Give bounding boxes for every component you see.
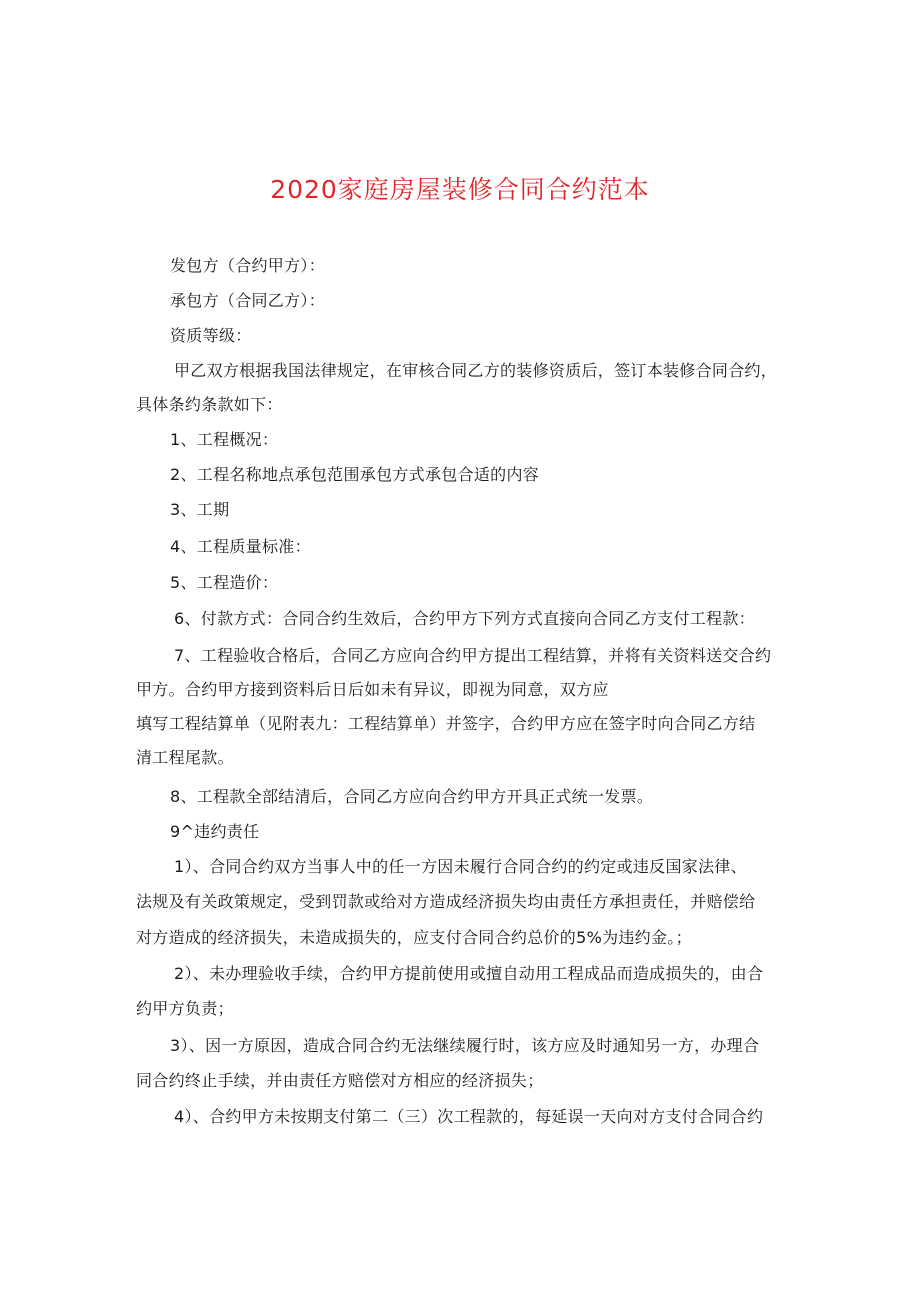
text-line: 法规及有关政策规定，受到罚款或给对方造成经济损失均由责任方承担责任，并赔偿给 bbox=[136, 892, 756, 911]
text-line: 1、工程概况： bbox=[170, 430, 279, 449]
text-line: 填写工程结算单（见附表九：工程结算单）并签字，合约甲方应在签字时向合同乙方结 bbox=[136, 714, 756, 733]
text-line: 清工程尾款。 bbox=[136, 748, 234, 767]
text-line: 甲乙双方根据我国法律规定，在审核合同乙方的装修资质后，签订本装修合同合约， bbox=[174, 361, 778, 380]
text-line: 2）、未办理验收手续，合约甲方提前使用或擅自动用工程成品而造成损失的，由合 bbox=[174, 964, 764, 983]
text-line: 具体条约条款如下： bbox=[136, 395, 283, 414]
text-line: 3）、因一方原因，造成合同合约无法继续履行时，该方应及时通知另一方，办理合 bbox=[170, 1036, 760, 1055]
text-line: 3、工期 bbox=[170, 500, 230, 519]
text-line: 4、工程质量标准： bbox=[170, 537, 311, 556]
text-line: 对方造成的经济损失，未造成损失的，应支付合同合约总价的5%为违约金。； bbox=[136, 928, 692, 947]
text-line: 2、工程名称地点承包范围承包方式承包合适的内容 bbox=[170, 465, 540, 484]
text-line: 同合约终止手续，并由责任方赔偿对方相应的经济损失； bbox=[136, 1071, 544, 1090]
text-line: 7、工程验收合格后，合同乙方应向合约甲方提出工程结算，并将有关资料送交合约 bbox=[174, 646, 772, 665]
text-line: 9^违约责任 bbox=[170, 822, 260, 841]
text-line: 约甲方负责； bbox=[136, 999, 234, 1018]
text-line: 资质等级： bbox=[170, 326, 252, 345]
text-line: 8、工程款全部结清后，合同乙方应向合约甲方开具正式统一发票。 bbox=[170, 787, 654, 806]
text-line: 发包方（合约甲方）： bbox=[170, 256, 326, 275]
text-line: 5、工程造价： bbox=[170, 573, 279, 592]
text-line: 1）、合同合约双方当事人中的任一方因未履行合同合约的约定或违反国家法律、 bbox=[174, 857, 747, 876]
document-title: 2020家庭房屋装修合同合约范本 bbox=[270, 175, 650, 204]
text-line: 4）、合约甲方未按期支付第二（三）次工程款的，每延误一天向对方支付合同合约 bbox=[174, 1107, 764, 1126]
text-line: 6、付款方式：合同合约生效后，合约甲方下列方式直接向合同乙方支付工程款： bbox=[174, 609, 755, 628]
text-line: 承包方（合同乙方）： bbox=[170, 291, 326, 310]
text-line: 甲方。合约甲方接到资料后日后如未有异议，即视为同意，双方应 bbox=[136, 680, 609, 699]
